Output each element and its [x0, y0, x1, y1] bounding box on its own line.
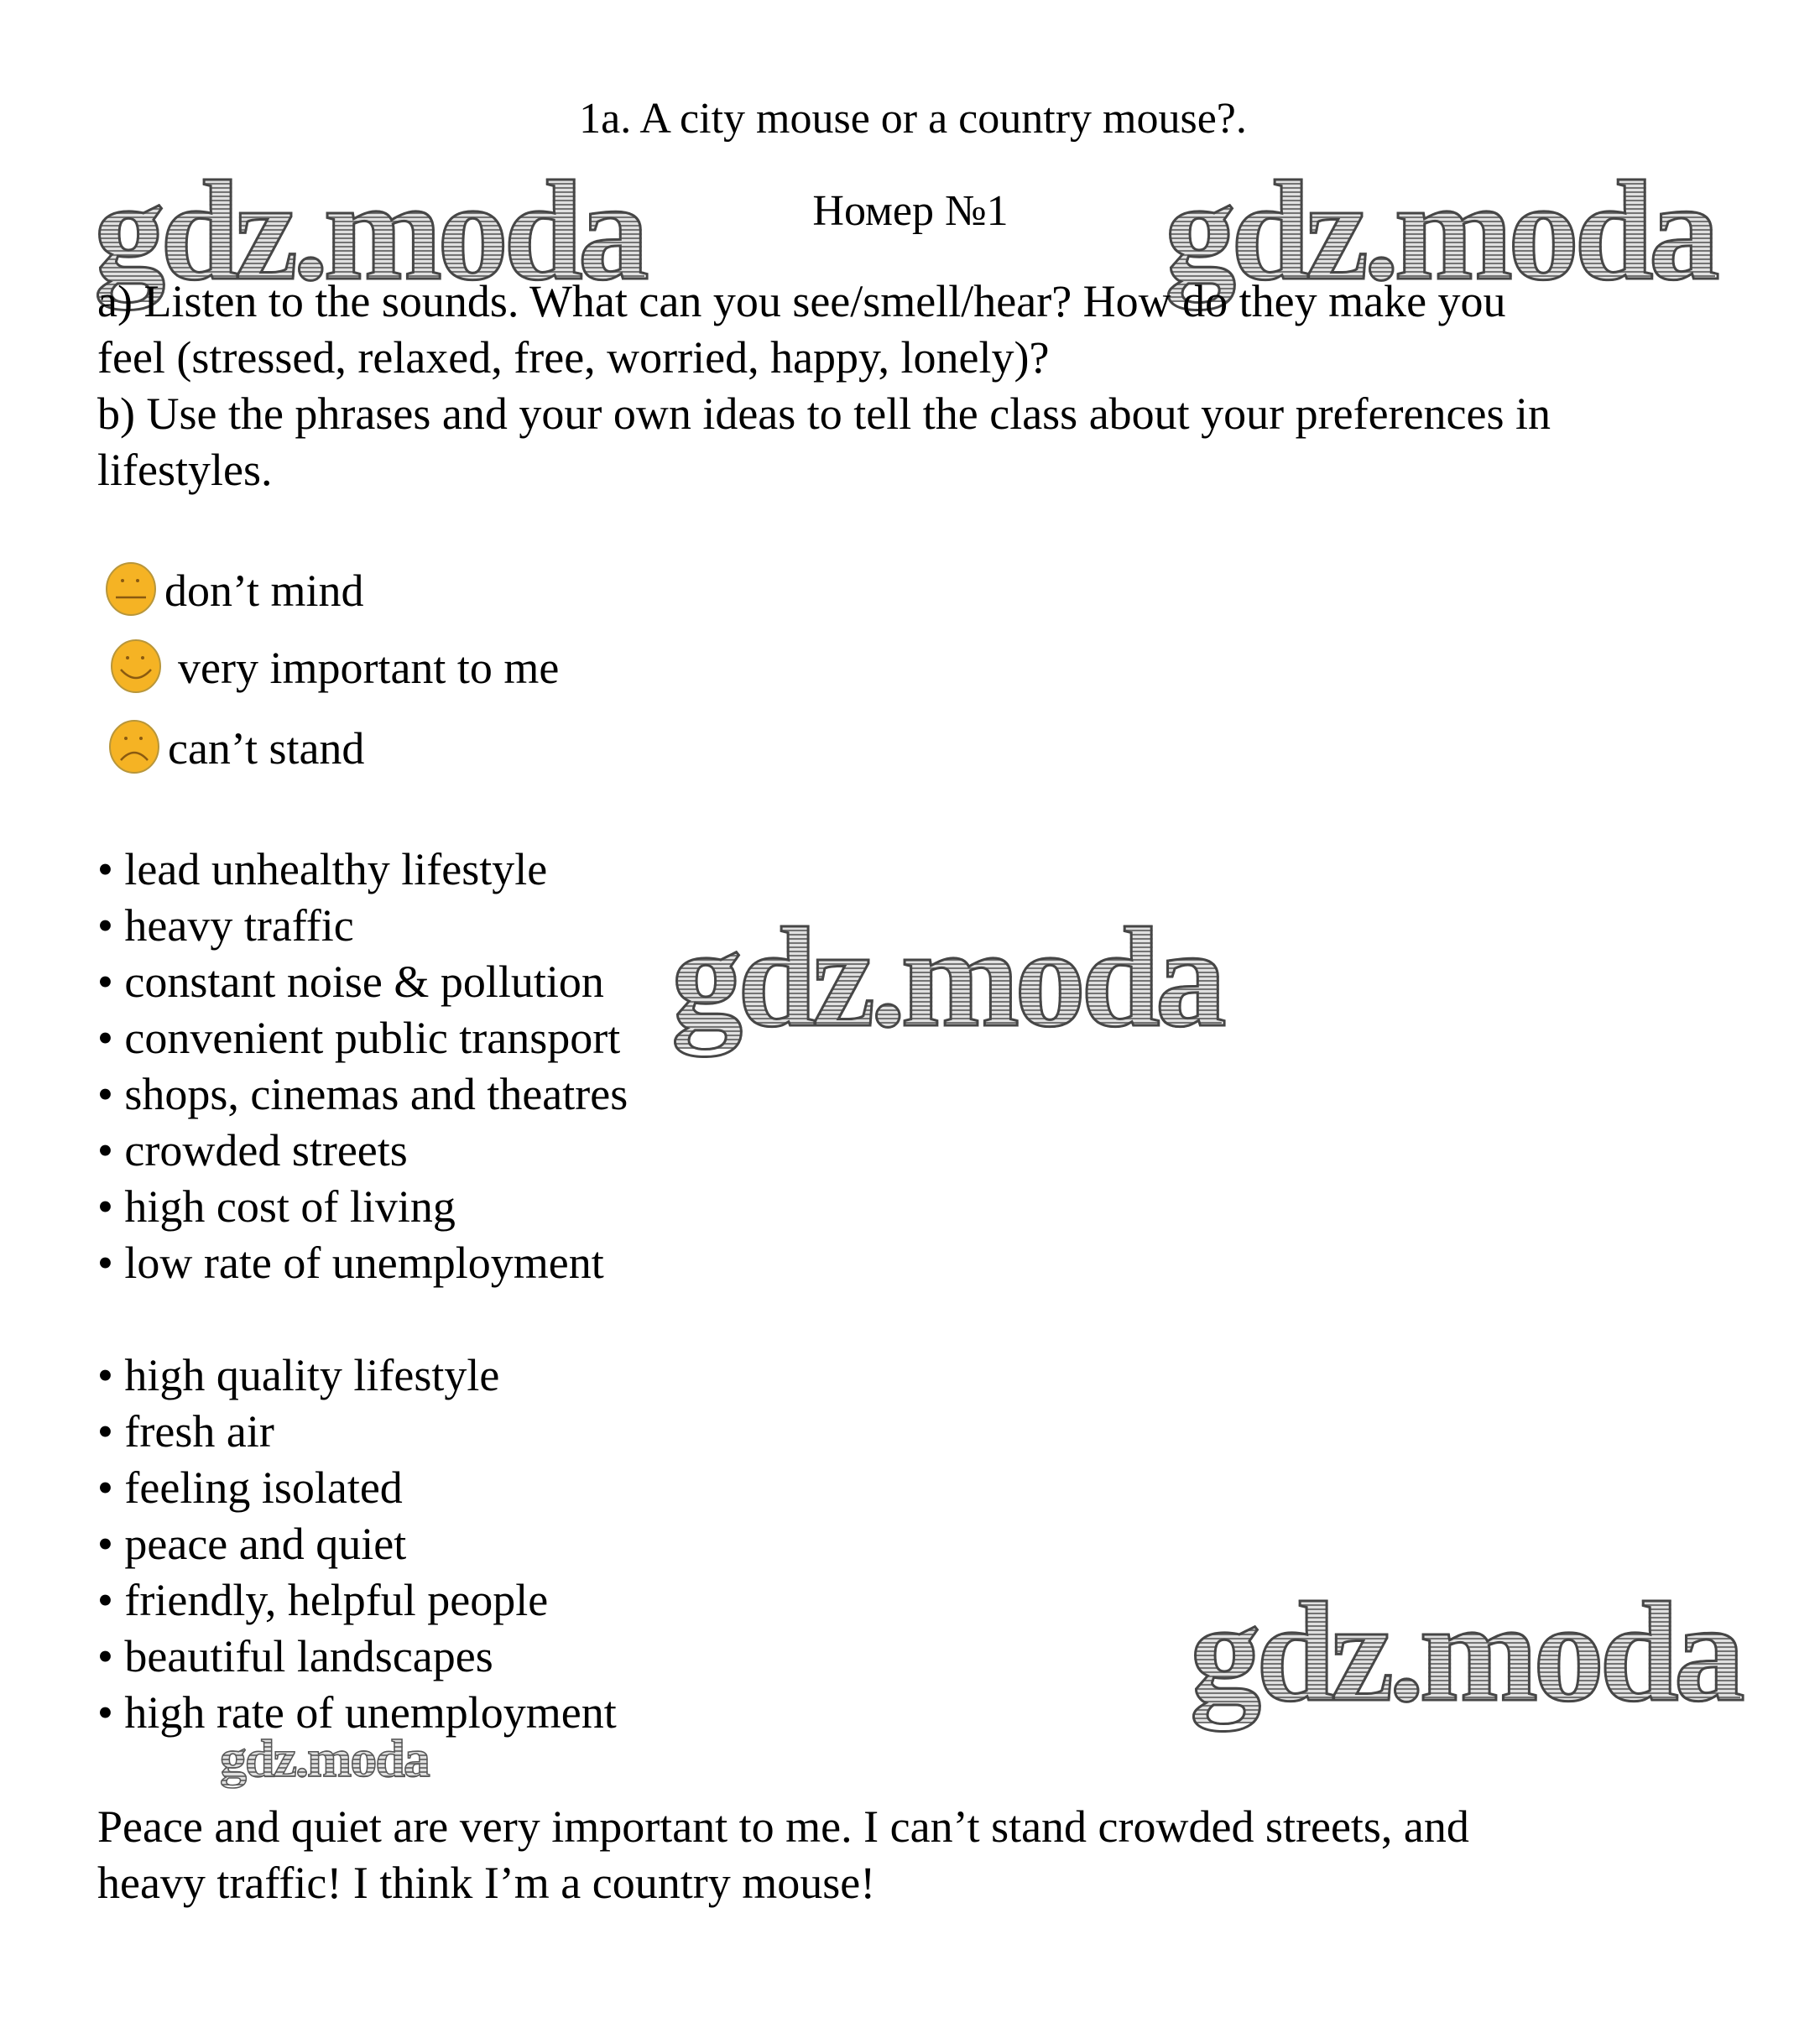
watermark-logo: gdz.moda	[671, 899, 1222, 1056]
list-item: • beautiful landscapes	[97, 1629, 617, 1685]
instruction-line: lifestyles.	[97, 445, 273, 495]
list-item: • high quality lifestyle	[97, 1348, 617, 1404]
watermark-logo: gdz.moda	[220, 1728, 429, 1788]
answer-line: Peace and quiet are very important to me. I can’t stand crowded streets, and	[97, 1801, 1469, 1852]
city-phrases-list	[97, 842, 628, 1291]
list-item: • shops, cinemas and theatres	[97, 1066, 628, 1123]
legend-label: can’t stand	[168, 723, 365, 774]
exercise-number: Номер №1	[812, 187, 1009, 235]
list-item: • heavy traffic	[97, 898, 628, 954]
page-title: 1a. A city mouse or a country mouse?.	[579, 95, 1247, 143]
legend-label: don’t mind	[164, 566, 364, 616]
watermark-logo: gdz.moda	[1190, 1573, 1740, 1731]
legend-item	[107, 715, 364, 782]
watermark-logo: gdz.moda	[1165, 152, 1715, 310]
neutral-face-icon	[104, 560, 161, 621]
list-item: • convenient public transport	[97, 1010, 628, 1066]
legend-label: very important to me	[178, 643, 560, 693]
answer-line: heavy traffic! I think I’m a country mouse!	[97, 1858, 876, 1908]
instructions	[97, 274, 1767, 498]
list-item: • fresh air	[97, 1404, 617, 1460]
list-item: • high rate of unemployment	[97, 1685, 617, 1741]
list-item: • friendly, helpful people	[97, 1572, 617, 1629]
watermark-logo: gdz.moda	[94, 152, 644, 310]
list-item: • high cost of living	[97, 1179, 628, 1235]
list-item: • lead unhealthy lifestyle	[97, 842, 628, 898]
sad-face-icon	[107, 718, 164, 779]
instruction-line: feel (stressed, relaxed, free, worried, happy, lonely)?	[97, 332, 1050, 383]
instruction-line: b) Use the phrases and your own ideas to tell the class about your preferences in	[97, 388, 1551, 439]
smiling-face-icon	[109, 638, 166, 698]
legend-item	[104, 557, 364, 624]
list-item: • feeling isolated	[97, 1460, 617, 1516]
answer-text	[97, 1799, 1469, 1911]
list-item: • crowded streets	[97, 1123, 628, 1179]
legend-item	[109, 634, 559, 701]
list-item: • low rate of unemployment	[97, 1235, 628, 1291]
list-item: • constant noise & pollution	[97, 954, 628, 1010]
list-item: • peace and quiet	[97, 1516, 617, 1572]
instruction-line: a) Listen to the sounds. What can you see/smell/hear? How do they make you	[97, 276, 1506, 326]
country-phrases-list	[97, 1348, 617, 1741]
